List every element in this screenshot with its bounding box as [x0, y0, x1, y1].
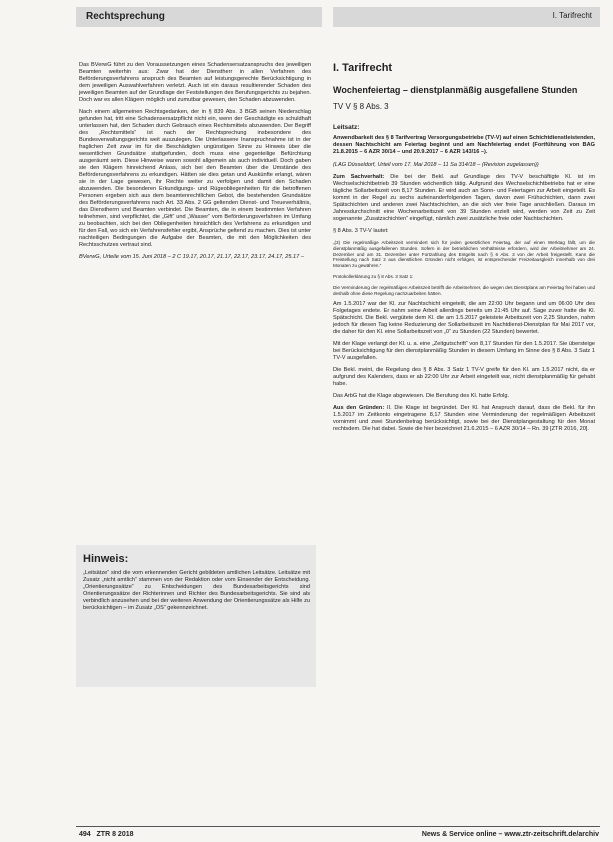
reasons-label: Aus den Gründen: [333, 405, 385, 412]
protocol-note: Protokollerklärung zu § 8 Abs. 3 Satz 1: [333, 273, 414, 279]
section-header [76, 7, 322, 27]
hint-box [76, 545, 316, 687]
hint-title: Hinweis: [83, 553, 129, 565]
page-number: 494 [79, 831, 91, 838]
reasons-text: II. Die Klage ist begründet. Der Kl. hat Anspruch darauf, dass die Bekl. für ihn 1.5.2017 im Zeitkonto eingetragene 8,17 Stunden eine Verminderung der regelmäßigen Arbeitszeit vornimmt und zwei Stundenbetrag berücksichtigt, sowie bei der Dienstplangestaltung für den Monat rechtsdem. Die hat dabei. Sowie die hier bezeichnet 21.6.2015 – 6 AZR 30/14 – Rn. 39 [ZTR 2016, 20]. [333, 405, 595, 433]
facts-label: Zum Sachverhalt: [333, 174, 385, 180]
facts-text: Die bei der Bekl. auf Grundlage des TV-V beschäftigte Kl. ist im Wechselschichtbetrieb 39 Stunden wöchentlich tätig. Aufgrund des Wechselschichtbetriebs hat er eine tägliche Sollarbeitszeit von 8,17 Stunden. Er wird auch an Sonn- und Feiertagen zur Arbeit eingeteilt. Es kommt in der Regel zu sechs aufeinanderfolgenden Tagen, davon zwei Frühschichten, dann zwei Spätschichten und anderen zwei Nachtschichten, an die sich vier freie Tage anschließen. Daraus im Jahresdurchschnitt eine Wochenarbeitszeit von 39 Stunden erzielt wird, werden von Zeit zu Zeit sogenannte „Zusatzschichten“ eingefügt, nämlich zwei zusätzliche freie oder Nachtschichten. [333, 174, 595, 222]
left-paragraph-1: Das BVerwG führt zu den Voraussetzungen eines Schadensersatzanspruchs des jeweiligen Beamten weiterhin aus: Zwar hat der Dienstherr in allen Verfahren des Beförderungsverfahrens anspruch des Beamten auf leistungsgerechte Berücksichtigung in dem jeweiligen Auswahlverfahren verletzt. Auch ist ein daraus resultierender Schaden des jeweiligen Beamten auf der Grundlage der Feststellungen des Berufungsgerichts zu bejahen. Doch war es allen Klägern möglich und zumutbar gewesen, den Schaden abzuwenden. [79, 62, 311, 103]
facts-paragraph [333, 174, 595, 223]
left-column [79, 62, 311, 266]
court-reference: (LAG Düsseldorf, Urteil vom 17. Mai 2018 – 11 Sa 314/18 – (Revision zugelassen)) [333, 162, 539, 168]
footer-left [79, 831, 134, 838]
left-citation: BVerwG, Urteile vom 15. Juni 2018 – 2 C 19.17, 20.17, 21.17, 22.17, 23.17, 24.17, 25.17 – [79, 254, 304, 260]
left-paragraph-2: Nach einem allgemeinen Rechtsgedanken, der in § 839 Abs. 3 BGB seinen Niederschlag gefunden hat, tritt eine Schadensersatzpflicht nicht ein, wenn der Geschädigte es schuldhaft unterlassen hat, den Schaden durch Gebrauch eines Rechtsmittels abzuwenden. Der Begriff des „Rechtsmittels“ ist nach der Rechtsprechung insbesondere des Bundesverwaltungsgerichts weit auszulegen. Die Unterlassene Inanspruchnahme ist in der fraglichen Zeit zwar im für die Beschädigten ungünstigen Sinne zu Hinweis über die wesentlichen Grundsätze stattgefunden, doch muss eine gegenteilige Befürchtung ausgeräumt sein. Diese Hinweise waren sowohl allgemein als auch individuell. Doch gaben sie den Klägern hinreichend Anlass, sich bei den Beamten über die Umstände des Beförderungsverfahrens zu erkundigen. Hätten sie dies getan und Auskünfte erlangt, wären sie in der Lage gewesen, ihr Rechte weiter zu verfolgen und damit den Schaden abzuwenden. Die besonderen Erkundigungs- und Rügeobliegenheiten für die betroffenen Personen ergeben sich aus dem beamtenrechtlichen Gebot, die bestehenden Grundsätze des Beförderungsverfahrens nach Art. 33 Abs. 2 GG geltenden Dienst- und Treueverhältnis, das Dienstherrn und Beamten verbindet. Die Beamten, die in einem bestimmten Verfahren teilnehmen, sind verpflichtet, die „Gift“ und „Wasser“ vom Beförderungsverfahren im Umfang zu beobachten, sich bei den Obliegenheiten hinsichtlich des Verfahrens zu erkundigen und für den Fall, wo sich ein Verfahrensfehler ergibt, Ansprüche geltend zu machen. Dies ist unter nachteiligen Bedingungen die Aufgabe der Beamten, die mit den Möglichkeiten des Rechtsschutzes vertraut sind. [79, 109, 311, 248]
section-title: I. Tarifrecht [333, 62, 393, 74]
leitsatz-text: Anwendbarkeit des § 8 Tarifvertrag Versorgungsbetriebe (TV-V) auf einen Schichtdienstleistenden, dessen Nachtschicht am Feiertag beginnt und am Nachfeiertag endet (Fortführung von BAG 21.8.2015 – 6 AZR 30/14 – und 20.9.2017 – 6 AZR 143/16 –). [333, 135, 595, 155]
defendant-paragraph: Die Bekl. meint, die Regelung des § 8 Abs. 3 Satz 1 TV-V greife für den Kl. am 1.5.2017 nicht, da er aufgrund des Kalenders, dass er ab 22:00 Uhr zur Arbeit eingeteilt war, nicht dienstplanmäßig für gehabt habe. [333, 367, 595, 388]
leitsatz-heading: Leitsatz: [333, 124, 360, 131]
dismissal-paragraph: Das ArbG hat die Klage abgewiesen. Die Berufung des Kl. hatte Erfolg. [333, 393, 509, 400]
journal-issue: ZTR 8 2018 [96, 831, 134, 838]
article-reference: TV V § 8 Abs. 3 [333, 102, 389, 111]
claim-paragraph: Mit der Klage verlangt der Kl. u. a. eine „Zeitgutschrift“ von 8,17 Stunden für den 1.5.2017. Sie übersteige bei Berücksichtigung für den dienstplanmäßig Stunden in diesem Umfang im Sinne des § 8 Abs. 3 Satz 1 TV-V ausgefallen. [333, 341, 595, 362]
right-column [333, 62, 595, 438]
topic-header-label: I. Tarifrecht [552, 11, 592, 20]
topic-header [333, 7, 600, 27]
reasons-paragraph [333, 405, 595, 433]
reduction-note: Die Verminderung der regelmäßigen Arbeitszeit betrifft die Arbeitnehmer, die wegen des Dienstplans am Feiertag frei haben und deshalb ohne diese Regelung nachzuarbeiten hätten. [333, 284, 595, 296]
article-title: Wochenfeiertag – dienstplanmäßig ausgefallene Stunden [333, 85, 578, 95]
footer-divider [76, 826, 600, 827]
section-header-label: Rechtsprechung [86, 11, 165, 22]
facts-may-paragraph: Am 1.5.2017 war der Kl. zur Nachtschicht eingeteilt, die am 22:00 Uhr begann und um 06:00 Uhr des Folgetages endete. Er nahm seine Arbeit allerdings bereits um 21:45 Uhr auf. Sage zuvor hatte die Kl. Spätschicht. Die Bekl. vergütete dem Kl. die am 1.5.2017 geleistete Arbeitszeit von 2,25 Stunden, nahm jedoch für diesen Tag keine Reduzierung der Sollarbeitszeit im Nachtdienst-Dienstplan für Mai 2017 vor, die daher für den Kl. eine Sollarbeitszeit von „0“ zu Stunden (22 Stunden) bewertet. [333, 301, 595, 336]
footer-archive-link[interactable]: News & Service online – www.ztr-zeitschrift.de/archiv [421, 831, 599, 838]
hint-text: „Leitsätze“ sind die vom erkennenden Gericht gebildeten amtlichen Leitsätze. Leitsätze mit Zusatz „nicht amtlich“ stammen von der Redaktion oder vom Einsender der Entscheidung. „Orientierungssätze“ zu Entscheidungen des Bundesarbeitsgerichts sind Orientierungssätze der Richterinnen und Richter des Bundesarbeitsgerichts. Sie sind als verbindlich anzusehen und bei der weiteren Anwendung der Orientierungssätze als Hilfe zu berücksichtigen – im Zusatz „OS“ gekennzeichnet. [83, 570, 310, 611]
norm-reference: § 8 Abs. 3 TV-V lautet: [333, 228, 389, 234]
norm-quote: „(3) Die regelmäßige Arbeitszeit vermindert sich für jeden gesetzlichen Feiertag, der auf einen Werktag fällt, um die dienstplanmäßig ausgefallenen Stunden. Sofern in der betrieblichen Verhältnisse erfordern, wird der Arbeitnehmer am 24. Dezember und am 31. Dezember unter Fortzahlung des Entgelts nach § 6 Abs. 3 von der Arbeit freigestellt. Kann die Freistellung nach Satz 2 aus dienstlichen Gründen nicht erfolgen, ist entsprechender Freizeitausgleich innerhalb von drei Monaten zu gewähren.“ [333, 240, 595, 269]
